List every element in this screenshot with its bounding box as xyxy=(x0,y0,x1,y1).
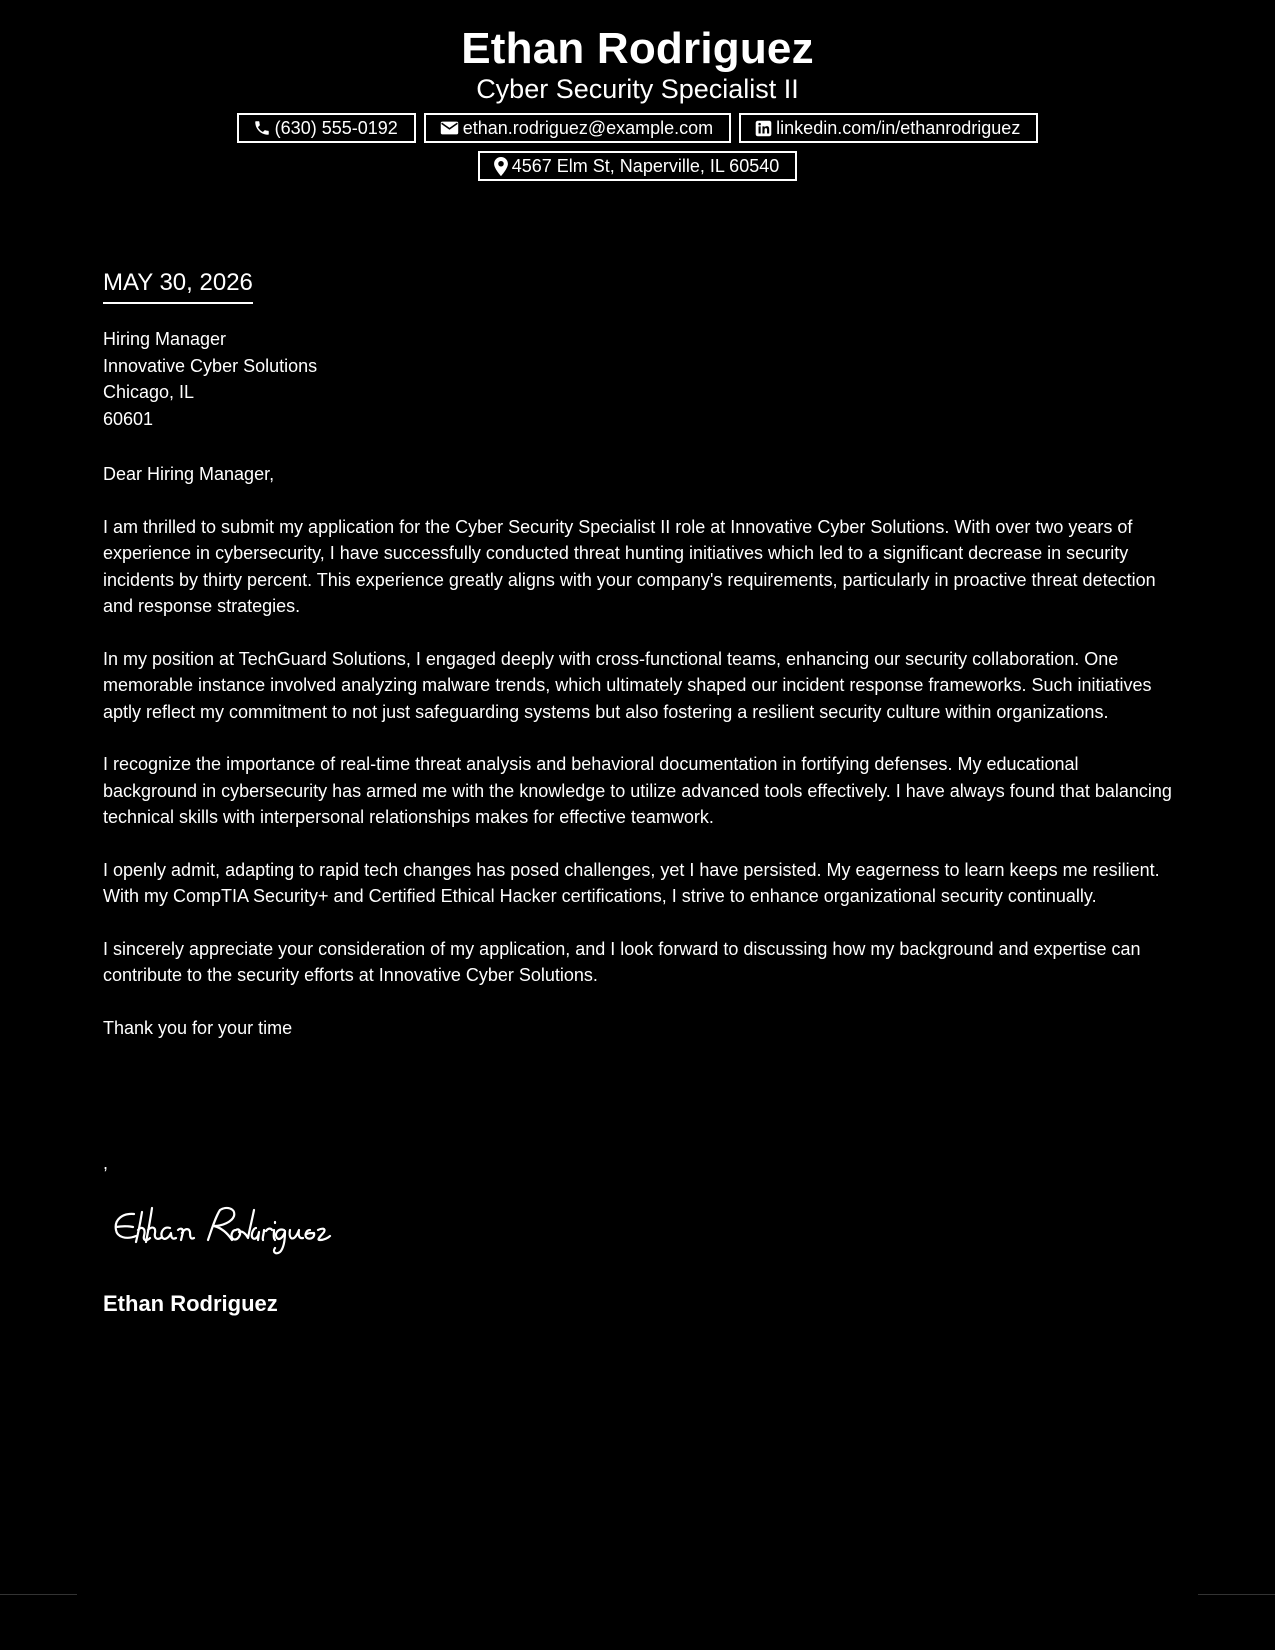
body-paragraph: I am thrilled to submit my application for the Cyber Security Specialist II role at Innovative Cyber Solutions. With over two years of experience in cybersecurity, I have successfully conducted threat hunting initiatives which led to a significant decrease in security incidents by thirty percent. This experience greatly aligns with your company's requirements, particularly in proactive threat detection and response strategies. xyxy=(103,516,1156,616)
recipient-name: Hiring Manager xyxy=(103,329,227,349)
phone-chip[interactable] xyxy=(237,113,416,143)
address-row xyxy=(0,151,1275,181)
body-paragraph: I recognize the importance of real-time threat analysis and behavioral documentation in fortifying defenses. My educational background in cybersecurity has armed me with the knowledge to utilize advanced tools effectively. I have always found that balancing technical skills with interpersonal relationships makes for effective teamwork. xyxy=(103,754,1172,827)
envelope-icon xyxy=(440,120,459,136)
phone-icon xyxy=(253,119,271,137)
email-chip[interactable] xyxy=(424,113,731,143)
map-pin-icon xyxy=(494,157,508,176)
body-paragraph: In my position at TechGuard Solutions, I engaged deeply with cross-functional teams, enhancing our security collaboration. One memorable instance involved analyzing malware trends, which ultimately shaped our incident response frameworks. Such initiatives aptly reflect my commitment to not just safeguarding systems but also fostering a resilient security culture within organizations. xyxy=(103,648,1152,722)
recipient-block xyxy=(103,326,317,432)
footer-divider-left xyxy=(0,1594,77,1595)
body-paragraph: I sincerely appreciate your consideration of my application, and I look forward to discussing how my background and expertise can contribute to the security efforts at Innovative Cyber Solutions. xyxy=(103,938,1141,985)
closing-punctuation: , xyxy=(103,1153,109,1173)
salutation: Dear Hiring Manager, xyxy=(103,464,275,484)
letter-date: MAY 30, 2026 xyxy=(103,266,253,304)
applicant-job-title: Cyber Security Specialist II xyxy=(476,74,799,104)
closing-line: Thank you for your time xyxy=(103,1017,293,1038)
footer-divider-right xyxy=(1198,1594,1275,1595)
phone-text: (630) 555-0192 xyxy=(274,118,398,138)
email-text: ethan.rodriguez@example.com xyxy=(462,118,714,138)
address-text: 4567 Elm St, Naperville, IL 60540 xyxy=(511,156,780,176)
linkedin-icon xyxy=(755,120,772,137)
letter-body xyxy=(103,461,1173,1067)
handwritten-signature xyxy=(108,1200,368,1260)
recipient-zip: 60601 xyxy=(103,408,154,429)
letter-date-block xyxy=(103,266,253,304)
contact-row xyxy=(0,113,1275,143)
signature-graphic xyxy=(108,1200,368,1260)
body-paragraph: I openly admit, adapting to rapid tech changes has posed challenges, yet I have persisted. My eagerness to learn keeps me resilient. With my CompTIA Security+ and Certified Ethical Hacker certifications, I strive to enhance organizational security continually. xyxy=(103,859,1160,906)
recipient-company: Innovative Cyber Solutions xyxy=(103,355,318,376)
address-chip xyxy=(478,151,798,181)
linkedin-chip[interactable] xyxy=(739,113,1038,143)
recipient-city: Chicago, IL xyxy=(103,382,195,402)
signer-name: Ethan Rodriguez xyxy=(103,1291,278,1316)
linkedin-text: linkedin.com/in/ethanrodriguez xyxy=(776,118,1021,138)
applicant-name: Ethan Rodriguez xyxy=(461,24,814,73)
